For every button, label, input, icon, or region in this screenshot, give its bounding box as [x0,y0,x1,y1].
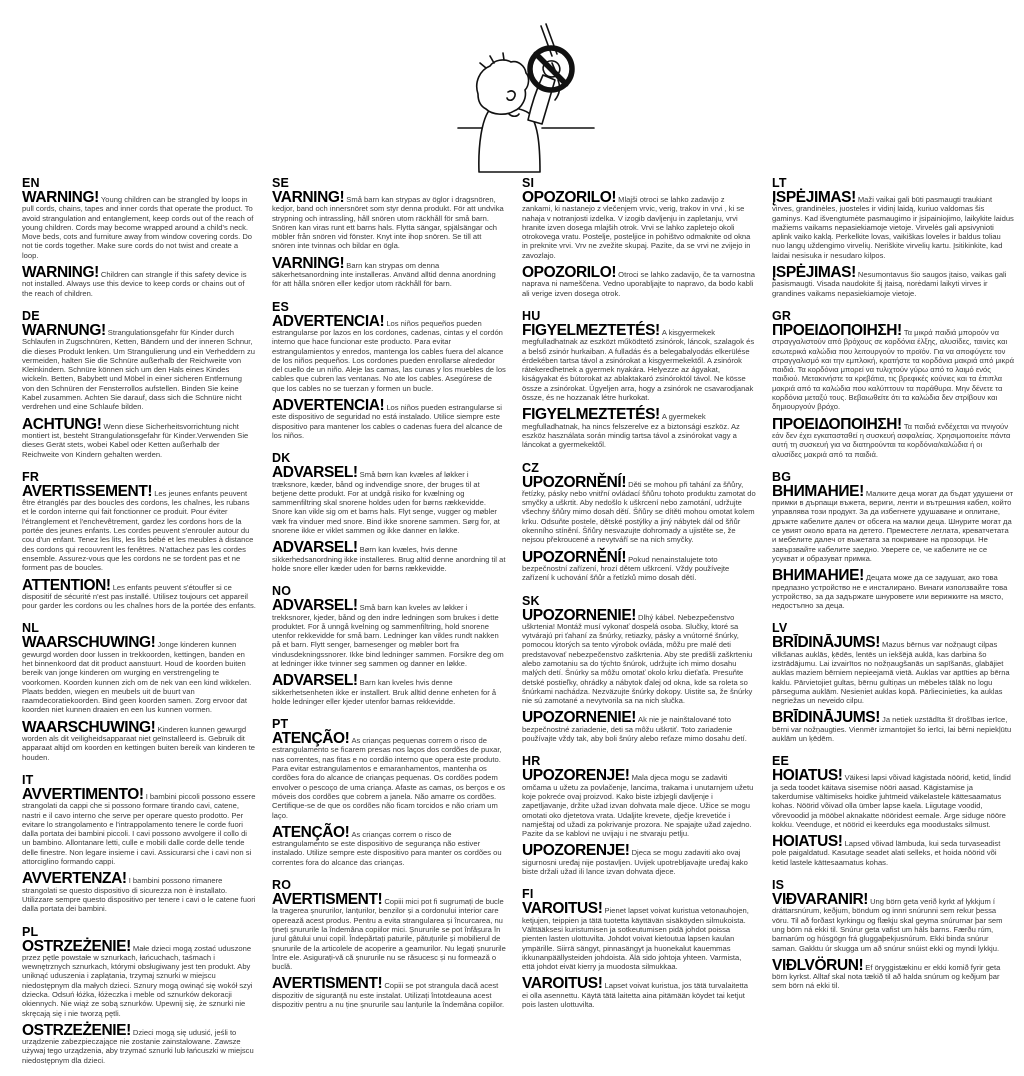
warning-title: OPOZORILO! [522,264,617,282]
warning-body: Barn kan kveles hvis denne sikkerhetsenheten ikke er installert. Bruk alltid denne enheten for å holde ledninger eller kjeder utenfor barnas rekkevidde. [272,678,497,706]
section-en [22,176,256,298]
section-lv [772,621,1014,743]
warning-paragraph [772,767,1014,829]
warning-title: VIÐLVÖRUN! [772,956,864,974]
warning-title: ĮSPĖJIMAS! [772,264,856,282]
warning-paragraph [22,482,256,573]
warning-paragraph [772,415,1014,459]
section-nl [22,621,256,762]
warning-paragraph [522,709,756,744]
warning-body: As crianças pequenas correm o risco de estrangulamento se ficarem presas nos laços dos cordões de puxar, nas correntes, nas fitas e no cordão interno que opera este produto. Para evitar estrangulamentos e emaranhamentos, mantenha os cordões fora do alcance de crianças pequenas. Os cordões podem envolver o pescoço de uma criança. Afaste as camas, os berços e os móveis dos cordões que cobrem a janela. Não amarre os cordões. Certifique-se de que os cordões não ficam torcidos e não criam um laço. [272,736,505,820]
warning-title: AVERTISSEMENT! [22,482,153,500]
warning-title: AVERTISMENT! [272,891,383,909]
section-bg [772,470,1014,611]
warning-body: Dzieci mogą się udusić, jeśli to urządzenie zabezpieczające nie zostanie zainstalowane. Zawsze używaj tego urządzenia, aby trzymać sznurki lub łańcuszki w miejscu niedostępnym dla dzieci. [22,1027,254,1065]
warning-body: Kinderen kunnen gewurgd worden als dit veiligheidsapparaat niet geïnstalleerd is. Gebruik dit apparaat altijd om koorden en kettingen buiten bereik van kinderen te houden. [22,724,256,762]
warning-body: Copiii mici pot fi sugrumați de bucle la tragerea șnururilor, lanțurilor, benzilor și a cordonului interior care operează acest produs. Pentru a evita strangularea și încurcarea, nu țineți șnururile la îndemâna copiilor mici. Șnururile se pot înfășura în jurul gâtului unui copil. Îndepărtați paturile, pătuțurile și mobilierul de șnururile de la articolele de acoperire a geamurilor. Nu legați șnururile între ele. Asigurați-vă că șnururile nu se răsucesc și nu formează o buclă. [272,897,506,972]
warning-body: Små børn kan kvæles af løkker i træksnore, kæder, bånd og indvendige snore, der bruges til at betjene dette produkt. For at undgå risiko for kvælning og sammenfiltring skal snorene holdes uden for børns rækkevidde. Snore kan vikle sig om et barns hals. Flyt senge, vugger og møbler væk fra vinduer med snore. Bind ikke snorene sammen. Sørg for, at snorene ikke er viklet sammen og ikke danner en løkke. [272,470,500,536]
warning-title: ВНИМАНИЕ! [772,482,864,500]
warning-paragraph [272,464,506,536]
language-code: SI [522,176,535,190]
section-is [772,878,1014,991]
warning-paragraph [522,975,756,1009]
hair-tuft [503,53,504,60]
warning-paragraph [272,975,506,1009]
warning-body: Copiii se pot strangula dacă acest dispozitiv de siguranță nu este instalat. Utilizați întotdeauna acest dispozitiv pentru a nu ține șnururile sau lanțurile la îndemâna copiilor. [272,981,505,1009]
warning-body: Τα μικρά παιδιά μπορούν να στραγγαλιστούν από βρόχους σε κορδόνια έλξης, αλυσίδες, ταινίες και εσωτερικά καλώδια που λειτουργούν το προϊόν. Για να αποφύγετε τον στραγγαλισμό και την εμπλοκή, κρατήστε τα κορδόνια μακριά από μικρά παιδιά. Τα κορδόνια μπορεί να τυλιχτούν γύρω από το λαιμό ενός παιδιού. Μετακινήστε τα κρεβάτια, τις βρεφικές κούνιες και τα έπιπλα μακριά από τα καλώδια που καλύπτουν τα παράθυρα. Μην δένετε τα κορδόνια μεταξύ τους. Βεβαιωθείτε ότι τα καλώδια δεν στρίβουν και δημιουργούν βρόχο. [772,327,1015,412]
warning-title: VAROITUS! [522,900,603,918]
warning-paragraph [522,900,756,972]
child-head [477,60,529,114]
warning-body: Maži vaikai gali būti pasmaugti traukiant virves, grandinėles, juosteles ir vidinį laidą, kuriuo valdomas šis gaminys. Kad išvengtumėte pasmaugimo ir įsipainiojimo, laikykite laidus mažiems vaikams nepasiekiamoje vietoje. Virvelės gali apsivynioti aplink vaiko kaklą. Perkelkite lovas, vaikiškas loveles ir baldus toliau nuo langų uždengimo virvelių. Neriškite virvelių kartu. Įsitikinkite, kad laidai nesisuka ir nesudaro kilpos. [772,195,1014,260]
warning-title: WAARSCHUWING! [22,634,156,652]
warning-title: UPOZORNĚNÍ! [522,548,627,566]
warning-paragraph [522,264,756,298]
warning-body: Τα παιδιά ενδέχεται να πνιγούν εάν δεν έχει εγκατασταθεί η συσκευή ασφαλείας. Χρησιμοποιείτε πάντα αυτή τη συσκευή για να διατηρούνται τα κορδόνια/καλώδια ή οι αλυσίδες μακριά από τα παιδιά. [772,421,1011,459]
warning-title: ADVARSEL! [272,597,358,615]
warning-body: Små barn kan strypas av öglor i dragsnören, kedjor, band och innersnöret som styr denna produkt. För att undvika strypning och intrassling, håll snören utom räckhåll för små barn. Snören kan viras runt ett barns hals. Flytta sängar, spjälsängar och möbler från snören vid fönster. Knyt inte ihop snören. Se till att snören inte tvinnas och bildar en ögla. [272,195,504,251]
warning-body: Małe dzieci mogą zostać uduszone przez pętle powstałe w sznurkach, łańcuchach, taśmach i wewnętrznych sznurkach, którymi obsługiwany jest ten produkt. Aby uniknąć uduszenia i zaplątania, trzymaj sznurki w miejscu niedostępnym dla małych dzieci. Sznury mogą owinąć się wokół szyi dziecka. Odsuń łóżka, łóżeczka i meble od sznurków dekoracji okiennych. Nie wiąż ze sobą sznurków. Upewnij się, że sznurki nie skręcają się i nie tworzą pętli. [22,943,253,1018]
language-code: FR [22,469,40,484]
warning-paragraph [22,264,256,298]
section-cz [522,461,756,583]
warning-body: Mazus bērnus var nožņaugt cilpas vilkšanas auklās, ķēdēs, lentēs un iekšējā auklā, kas darbina šo izstrādājumu. Lai izvairītos no nožņaugšanās un sapīšanās, glabājiet auklas maziem bērniem nepieejamā vietā. Auklas var aptīties ap bērna kaklu. Pārvietojiet gultas, bērnu gultiņas un mēbeles tālāk no logu pārseguma auklām. Nesieniet auklas kopā. Pārliecinieties, ka auklas negriežas un neveido cilpu. [772,640,1010,706]
warning-title: ADVARSEL! [272,672,358,690]
warning-paragraph [522,842,756,877]
language-code: CZ [522,460,540,475]
warning-paragraph [772,891,1014,953]
warning-body: Les jeunes enfants peuvent être étranglés par des boucles des cordons, les chaînes, les rubans et le cordon interne qui fait fonctionner ce produit. Pour éviter l'étranglement et l'enchevêtrement, gardez les cordons hors de la portée des jeunes enfants. Les cordes peuvent s'enrouler autour du cou d'un enfant. Tenez les lits, les lits bébé et les meubles à distance des cordons qui recouvrent les fenêtres. N'attachez pas les cordes ensemble. Assurez-vous que les cordons ne se tordent pas et ne forment pas de boucles. [22,488,254,573]
warning-paragraph [22,937,256,1018]
warning-paragraph [522,321,756,403]
warning-paragraph [22,189,256,260]
language-code: NO [272,584,292,599]
warning-body: Děti se mohou při tahání za šňůry, řetízky, pásky nebo vnitřní ovládací šňůru tohoto produktu zamotat do smyčky a uškrtit. Aby nedošlo k uškrcení nebo zamotání, udržujte všechny šňůry mimo dosah dětí. Šňůry se dítěti mohou omotat kolem krku. Odsuňte postele, dětské postýlky a jiný nábytek dál od šňůr okenního stínění. Šňůry nesvazujte dohromady a ujistěte se, že nejsou překroucené a nevytváří se na nich smyčky. [522,479,756,545]
warning-title: VIÐVARANIR! [772,891,869,909]
warning-body: Los niños pueden estrangularse si este dispositivo de seguridad no está instalado. Utilice siempre este dispositivo para mantener los cables o cadenas fuera del alcance de los niños. [272,403,503,440]
warning-paragraph [772,956,1014,991]
warning-title: OSTRZEŻENIE! [22,937,131,955]
warning-paragraph [772,482,1014,563]
language-code: IT [22,772,34,787]
language-code: DK [272,451,291,466]
warning-body: Los niños pequeños pueden estrangularse por lazos en los cordones, cadenas, cintas y el cordón interno que hace funcionar este producto. Para evitar estrangulamientos y enredos, mantenga los cables fuera del alcance de los niños pequeños. Los cordones pueden enrollarse alrededor del cuello de un niño. Aleje las camas, las cunas y los muebles de los cables que cubren las ventanas. No ate los cables. Asegúrese de que los cables no se tuerzan y formen un bucle. [272,318,506,393]
language-code: BG [772,469,792,484]
warning-paragraph [522,606,756,706]
language-code: SK [522,593,540,608]
warning-body: Nesumontavus šio saugos įtaiso, vaikas gali pasismaugti. Visada naudokite šį įtaisą, norėdami laikyti virves ir grandines vaikams nepasiekiamoje vietoje. [772,270,1007,298]
warning-paragraph [272,891,506,972]
warning-paragraph [272,823,506,867]
warning-body: Små barn kan kveles av løkker i trekksnorer, kjeder, bånd og den indre ledningen som brukes i dette produktet. For å unngå kvelning og sammenfiltring, hold snorene utenfor rekkevidde for små barn. Ledninger kan vikles rundt nakken på et barn. Flytt senger, barnesenger og møbler bort fra vindusdekningssnorer. Ikke bind ledninger sammen. Forsikre deg om at ledninger ikke tvinner seg sammen og danner en løkke. [272,603,504,668]
warning-body: Børn kan kvæles, hvis denne sikkerhedsanordning ikke installeres. Brug altid denne anordning til at holde snore eller kæder uden for børns rækkevidde. [272,545,506,573]
section-pt [272,717,506,867]
section-hr [522,754,756,876]
warning-paragraph [22,321,256,412]
hair-tuft [480,63,486,68]
warning-title: WAARSCHUWING! [22,718,156,736]
warning-paragraph [272,254,506,289]
warning-body: A gyermekek megfulladhatnak, ha nincs felszerelve ez a biztonsági eszköz. Az eszköz használata során mindig tartsa távol a zsinórokat vagy a láncokat a gyermekektől. [522,412,740,450]
warning-paragraph [522,406,756,450]
warning-paragraph [272,397,506,440]
warning-title: VAROITUS! [522,975,603,993]
warning-body: Les enfants peuvent s'étouffer si ce dispositif de sécurité n'est pas installé. Utilisez toujours cet appareil pour garder les cordons ou les chaînes hors de la portée des enfants. [22,582,256,611]
warning-paragraph [272,312,506,393]
warning-title: HOIATUS! [772,833,843,851]
language-columns [22,176,1014,1076]
no-child-grabbing-cord-icon [416,20,652,176]
warning-title: VARNING! [272,254,345,272]
warning-title: UPOZORNĚNÍ! [522,473,627,491]
warning-paragraph [522,189,756,260]
warning-body: Otroci se lahko zadavijo, če ta varnostna naprava ni nameščena. Vedno uporabljajte to napravo, da bodo kabli ali verige izven dosega otrok. [522,270,755,298]
warning-title: UPOZORNENIE! [522,709,637,727]
warning-paragraph [22,576,256,611]
language-code: RO [272,878,292,893]
warning-body: Mlajši otroci se lahko zadavijo z zankami, ki nastanejo z vlečenjem vrvic, verig, trakov in vrvi , ki se nahaja v notranjosti izdelka. V izogib davljenju in zapletanju, vrvi hranite izven dosega mlajših otrok. Vrvi se lahko zapletejo okoli otrokovega vratu. Postelje, posteljice in pohištvo odmaknite od okna in preknite vrvi. Vrv ne zvežite skupaj. Pazite, da se vrvi ne zvijejo in zavozlajo. [522,195,751,260]
warning-title: FIGYELMEZTETÉS! [522,321,660,339]
warning-body: Mala djeca mogu se zadaviti omčama u užetu za povlačenje, lancima, trakama i unutarnjem užetu koje pokreće ovaj proizvod. Kako biste izbjegli davljenje i zapetljavanje, držite užad izvan dohvata male djece. Užice se mogu omotati oko djetetova vrata. Udaljite krevete, dječje krevetiće i namještaj od užadi za pokrivanje prozora. Ne spajajte užad zajedno. Pazite da se kablovi ne uvijaju i ne stvaraju petlju. [522,773,754,839]
language-code: ES [272,299,290,314]
warning-title: FIGYELMEZTETÉS! [522,406,660,424]
warning-title: OPOZORILO! [522,189,617,206]
section-ro [272,878,506,1009]
warning-title: ADVERTENCIA! [272,312,385,330]
language-column-4 [772,176,1014,1076]
warning-paragraph [22,634,256,715]
language-code: NL [22,621,40,636]
warning-paragraph [272,539,506,573]
warning-body: Jonge kinderen kunnen gewurgd worden door lussen in trekkoorden, kettingen, banden en het binnenkoord dat dit product aanstuurt. Houd de koorden buiten bereik van jonge kinderen om wurging en verstrengeling te voorkomen. Koorden kunnen zich om de nek van een kind wikkelen. Plaats bedden, wiegen en meubels uit de buurt van raamdecoratiekoorden. Bind geen koorden samen. Zorg ervoor dat koorden niet kunnen draaien en een lus kunnen vormen. [22,640,252,715]
warning-title: ĮSPĖJIMAS! [772,189,856,206]
language-column-2 [272,176,506,1076]
warning-title: ΠΡΟΕΙΔΟΠΟΙΗΣΗ! [772,415,902,433]
language-code: LT [772,176,787,190]
warning-paragraph [772,634,1014,706]
warning-body: Pienet lapset voivat kuristua vetonauhojen, ketjujen, teippien ja tätä tuotetta käyttävän sisäköyden silmukoista. Välttääksesi kuristumisen ja sotkeutumisen pidä johdot poissa pienten lasten ulottuvilta. Johdot voivat kietoutua lapsen kaulan ympärille. Siirrä sängyt, pinnasängyt ja huonekalut kauemmas ikkunanpäällysteiden johdoista. Älä sido johtoja yhteen. Varmista, että johdot eivät kierry ja muodosta silmukkaa. [522,906,749,972]
section-dk [272,451,506,573]
warning-paragraph [272,597,506,668]
warning-paragraph [772,567,1014,611]
warning-body: Djeca se mogu zadaviti ako ovaj sigurnosni uređaj nije postavljen. Uvijek upotrebljavajte uređaj kako biste držali užad ili lance izvan dohvata djece. [522,848,748,877]
warning-body: Ung börn geta verið kyrkt af lykkjum í dráttarsnúrum, keðjum, böndum og innri snúrunni sem rekur þessa vöru. Til að forðast kyrkingu og flækju skal geyma snúrurnar þar sem ung börn ná ekki til. Snúrur geta vafist um háls barns. Færðu rúm, barnarúm og húsgögn frá gluggaþekjusnúrum. Ekki binda snúrur saman. Gakktu úr skugga um að snúrur snúist ekki og myndi lykkju. [772,897,1003,953]
warning-body: Young children can be strangled by loops in pull cords, chains, tapes and inner cords that operate the product. To avoid strangulation and entanglement, keep cords out of the reach of young children. Cords may become wrapped around a child's neck. Move beds, cots and furniture away from window covering cords. Do not tie cords together. Make sure cords do not twist and create a loop. [22,195,254,260]
language-code: HU [522,308,541,323]
section-it [22,773,256,914]
warning-paragraph [772,264,1014,298]
warning-body: Väikesi lapsi võivad kägistada nöörid, ketid, lindid ja seda toodet käitava sisemise nööri aasad. Kägistamise ja takerdumise vältimiseks hoidke juhtmeid väikelastele kättesaamatus kohas. Nöörid võivad olla ümber lapse kaela. Liigutage voodid, võrevoodid ja mööbel aknakatte nööridest eemale. Ärge siduge nööre kokku. Veenduge, et nöörid ei keerduks ega moodustaks silmust. [772,773,1011,829]
warning-title: ΠΡΟΕΙΔΟΠΟΙΗΣΗ! [772,321,902,339]
section-de [22,309,256,459]
warning-title: BRĪDINĀJUMS! [772,709,881,727]
hair-tuft [490,56,494,63]
language-code: HR [522,754,541,769]
warning-body: Ak nie je nainštalované toto bezpečnostné zariadenie, deti sa môžu uškrtiť. Toto zariadenie používajte vždy tak, aby boli šnúry alebo reťaze mimo dosahu detí. [522,715,747,744]
language-code: FI [522,887,534,902]
warning-title: WARNING! [22,189,99,206]
warning-title: ATENÇÃO! [272,730,350,748]
warning-paragraph [22,718,256,762]
section-fi [522,887,756,1009]
language-code: SE [272,176,290,190]
warning-title: OSTRZEŻENIE! [22,1021,131,1039]
warning-title: AVVERTENZA! [22,870,127,888]
warning-paragraph [22,1021,256,1065]
language-column-1 [22,176,256,1076]
warning-paragraph [522,767,756,839]
warning-paragraph [272,672,506,706]
warning-body: I bambini possono rimanere strangolati se questo dispositivo di sicurezza non è installato. Utilizzare sempre questo dispositivo per tenere i cavi o le catene fuori dalla portata dei bambini. [22,876,256,914]
section-no [272,584,506,706]
safety-illustration [416,20,652,176]
warning-paragraph [772,709,1014,744]
warning-body: Strangulationsgefahr für Kinder durch Schlaufen in Zugschnüren, Ketten, Bändern und der inneren Schnur, die dieses Produkt lenken. Um Strangulierung und ein Verheddern zu vermeiden, halten Sie die Schnüre außerhalb der Reichweite von Kleinkindern. Schnüre können sich um den Hals eines Kindes wickeln. Betten, Babybett und Möbel in einer sicheren Entfernung von den Schnüren der Fensterrollos aufstellen. Binden Sie keine Kabel zusammen. Achten Sie darauf, dass sich die Schnüre nicht verdrehen und eine Schlaufe bilden. [22,327,256,412]
section-hu [522,309,756,450]
section-sk [522,594,756,744]
language-code: PL [22,924,39,939]
warning-paragraph [772,833,1014,867]
warning-body: Ef öryggistækinu er ekki komið fyrir geta börn kyrkst. Alltaf skal nota tækið til að halda snúrum og keðjum þar sem börn ná ekki til. [772,962,1001,991]
warning-title: AVERTISMENT! [272,975,383,993]
warning-paragraph [522,548,756,583]
language-code: EE [772,754,790,769]
warning-body: Малките деца могат да бъдат удушени от примки в дърпащи въжета, вериги, ленти и вътрешния кабел, който управлява този продукт. За да избегнете удушаване и оплитане, дръжте кабелите далеч от обсега на малки деца. Шнурите могат да се увият около врата на детето. Преместете леглата, креватчетата и мебелите далеч от въжетата за покриване на прозорци. Не завързвайте кабелите заедно. Уверете се, че кабелите не се усукват и образуват примка. [772,488,1014,563]
warning-title: ADVERTENCIA! [272,397,385,415]
warning-title: VARNING! [272,189,345,206]
warning-title: BRĪDINĀJUMS! [772,634,881,652]
warning-title: ACHTUNG! [22,415,102,433]
language-code: IS [772,878,785,893]
warning-title: UPOZORENJE! [522,767,630,785]
warning-paragraph [522,473,756,545]
section-si [522,176,756,298]
warning-paragraph [272,189,506,251]
warning-paragraph [22,785,256,867]
warning-paragraph [22,415,256,459]
warning-title: WARNUNG! [22,321,106,339]
warning-title: ADVARSEL! [272,464,358,482]
warning-body: Children can strangle if this safety device is not installed. Always use this device to keep cords or chains out of the reach of children. [22,270,247,298]
warning-title: ATTENTION! [22,576,111,594]
warning-body: Ja netiek uzstādīta šī drošības ierīce, bērni var nožņaugties. Vienmēr izmantojiet šo ierīci, lai bērni nepiekļūtu auklām un ķēdēm. [772,715,1012,744]
warning-body: Wenn diese Sicherheitsvorrichtung nicht montiert ist, besteht Strangulationsgefahr für Kinder.Verwenden Sie dieses Gerät stets, wobei Kabel oder Ketten außerhalb der Reichweite von Kindern gehalten werden. [22,421,249,459]
warning-title: UPOZORNENIE! [522,606,637,624]
warning-body: I bambini piccoli possono essere strangolati da cappi che si possono formare tirando cavi, catene, nastri e il cavo interno che serve per operare questo prodotto. Per evitare lo strangolamento e l'intrappolamento tenere le corde fuori dalla portata dei bambini piccoli. I cavi possono avvolgere il collo di un bambino. Allontanare letti, culle e mobili dalle corde delle tende delle finestre. Non legare insieme i cavi. Assicurarsi che i cavi non si attorciglino formando cappi. [22,791,256,867]
warning-body: Pokud nenainstalujete toto bezpečnostní zařízení, hrozí dětem uškrcení. Vždy používejte zařízení k uchování šňůr a řetízků mimo dosah dětí. [522,554,730,583]
language-code: EN [22,176,40,190]
language-code: PT [272,717,289,732]
warning-body: Lapsed võivad lämbuda, kui seda turvaseadist pole paigaldatud. Kasutage seadet alati selleks, et hoida nöörid või ketid lastele kättesaamatus kohas. [772,839,1001,867]
warning-paragraph [772,189,1014,260]
section-pl [22,925,256,1066]
language-code: GR [772,308,792,323]
warning-paragraph [22,870,256,914]
language-code: LV [772,621,788,636]
warning-body: Barn kan strypas om denna säkerhetsanordning inte installeras. Använd alltid denna anordning för att hålla snören eller kedjor utom räckhåll för barn. [272,260,496,289]
warning-title: UPOZORENJE! [522,842,630,860]
warning-body: A kisgyermekek megfulladhatnak az eszközt működtető zsinórok, láncok, szalagok és a belső zsinór hurkaiban. A fulladás és a belegabalyodás elkerülése érdekében tartsa távol a zsinórokat a kisgyermekektől. A zsinórok rátekeredhetnek a gyermek nyakára. Helyezze az ágyakat, kiságyakat és bútorokat az ablaktakaró zsinóroktól távol. Ne kösse össze a zsinórokat. Ügyeljen arra, hogy a zsinórok ne csavarodjanak össze, és ne hozzanak létre hurkokat. [522,327,755,403]
warning-body: Lapset voivat kuristua, jos tätä turvalaitetta ei olla asennettu. Käytä tätä laitetta aina pitämään köydet tai ketjut pois lasten ulottuvilta. [522,981,749,1009]
section-fr [22,470,256,611]
warning-title: ADVARSEL! [272,539,358,557]
warning-title: AVVERTIMENTO! [22,785,144,803]
section-es [272,300,506,441]
warning-paragraph [272,730,506,820]
warning-body: As crianças correm o risco de estrangulamento se este dispositivo de segurança não estiver instalado. Utilize sempre este dispositivo para manter os cordões ou correntes fora do alcance das crianças. [272,829,502,867]
warning-title: ATENÇÃO! [272,823,350,841]
section-se [272,176,506,289]
warning-title: ВНИМАНИЕ! [772,567,864,585]
section-lt [772,176,1014,298]
language-code: DE [22,308,40,323]
warning-title: WARNING! [22,264,99,282]
section-gr [772,309,1014,459]
warning-title: HOIATUS! [772,767,843,785]
warning-body: Децата може да се задушат, ако това предпазно устройство не е инсталирано. Винаги използвайте това устройство, за да задържате шнуровете или верижките на място, недостъпно за деца. [772,573,1008,611]
section-ee [772,754,1014,867]
warning-body: Dlhý kábel. Nebezpečenstvo uškrtenia! Montáž musí vykonať dospelá osoba. Slučky, ktoré sa vytvárajú pri ťahaní za šnúrky, retiazky, pásky a vnútorné šnúrky, pomocou ktorých sa tento výrobok ovláda, môžu pre malé deti predstavovať nebezpečenstvo zaškrtenia. Aby ste predišli zaškrteniu alebo zamotaniu sa do týchto šnúrok, udržujte ich mimo dosahu malých detí. Šnúrky sa môžu omotať okolo krku dieťaťa. Presuňte detské postieľky, ohrádky a nábytok ďalej od okna, kde sa roleta so šnúrkami nachádza. Nezväzujte šnúrky dokopy. Uistite sa, že šnúrky nie sú zamotané a nevytvorila sa na nich slučka. [522,612,753,706]
warning-paragraph [772,321,1015,412]
language-column-3 [522,176,756,1076]
